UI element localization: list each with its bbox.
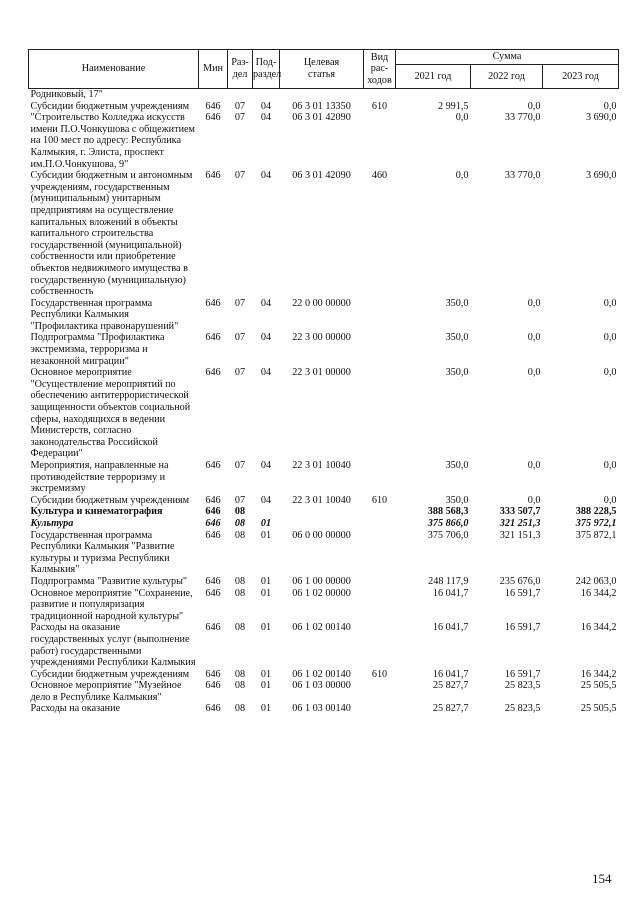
row-podrazdel: 01: [260, 703, 272, 715]
row-razdel: 07: [234, 100, 246, 112]
row-name: Расходы на оказание государственных услуг (выполнение работ) государственными учреждениями Республики Калмыкия: [30, 622, 196, 669]
row-razdel: 07: [234, 297, 246, 309]
row-min: 646: [205, 668, 221, 680]
row-sum-2022: 25 823,5: [504, 703, 541, 715]
row-target: 06 1 03 00140: [292, 703, 351, 715]
header-name: Наименование: [29, 50, 199, 89]
row-sum-2023: 0,0: [603, 494, 617, 506]
row-min: [199, 89, 228, 101]
row-sum-2023: 375 872,1: [575, 529, 617, 541]
row-vid: 460: [371, 170, 388, 182]
row-sum-2023: 3 690,0: [585, 112, 617, 124]
row-target: [280, 518, 364, 530]
header-vid: Вид рас- ходов: [364, 50, 396, 89]
row-podrazdel: 01: [260, 517, 272, 529]
row-sum-2021: 0,0: [455, 112, 469, 124]
row-podrazdel: 01: [260, 575, 272, 587]
row-min: 646: [205, 529, 221, 541]
row-min: 646: [205, 575, 221, 587]
row-sum-2021: 248 117,9: [428, 575, 469, 587]
row-razdel: 07: [234, 332, 246, 344]
row-podrazdel: 01: [260, 529, 272, 541]
row-name: Родниковый, 17": [30, 89, 103, 100]
row-min: 646: [205, 703, 221, 715]
row-sum-2023: 375 972,1: [575, 517, 617, 529]
row-target: 22 3 00 00000: [292, 332, 351, 344]
row-sum-2021: 350,0: [445, 367, 469, 379]
header-min: Мин: [199, 50, 228, 89]
header-2022: 2022 год: [471, 65, 543, 89]
row-min: 646: [205, 587, 221, 599]
row-podrazdel: 01: [260, 668, 272, 680]
row-razdel: 07: [234, 112, 246, 124]
row-sum-2022: 321 251,3: [499, 517, 541, 529]
row-sum-2022: 33 770,0: [504, 112, 541, 124]
row-target: [280, 89, 364, 101]
table-header: [29, 50, 619, 89]
row-vid: 610: [371, 100, 388, 112]
row-sum-2022: 0,0: [527, 332, 541, 344]
row-sum-2021: 16 041,7: [432, 587, 469, 599]
row-target: 06 1 02 00140: [292, 668, 351, 680]
row-sum-2023: [543, 89, 619, 101]
row-name: Государственная программа Республики Калмыкия "Профилактика правонарушений": [30, 297, 179, 332]
row-min: 646: [205, 680, 221, 692]
row-target: 06 3 01 42090: [292, 170, 351, 182]
row-vid: [364, 530, 396, 576]
table-row: [29, 89, 619, 101]
row-target: 06 1 02 00000: [292, 587, 351, 599]
row-sum-2023: 388 228,5: [575, 506, 617, 518]
table-row: [29, 101, 619, 113]
row-target: 06 0 00 00000: [292, 529, 351, 541]
row-razdel: 08: [234, 703, 246, 715]
row-min: 646: [205, 622, 221, 634]
row-sum-2021: 25 827,7: [432, 680, 469, 692]
row-sum-2021: 350,0: [445, 297, 469, 309]
row-min: 646: [205, 494, 221, 506]
header-podrazdel: Под- раздел: [253, 50, 280, 89]
row-sum-2022: 16 591,7: [504, 587, 541, 599]
row-target: 22 3 01 10040: [292, 494, 351, 506]
row-razdel: 08: [234, 668, 246, 680]
row-razdel: 08: [234, 575, 246, 587]
table-row: [29, 576, 619, 588]
row-name: Основное мероприятие "Музейное дело в Республике Калмыкия": [30, 680, 182, 703]
row-target: 06 1 03 00000: [292, 680, 351, 692]
row-razdel: 08: [234, 517, 246, 529]
row-vid: [364, 112, 396, 170]
row-min: 646: [205, 367, 221, 379]
row-sum-2021: 388 568,3: [427, 506, 469, 518]
row-sum-2022: 33 770,0: [504, 170, 541, 182]
row-vid: [364, 89, 396, 101]
table-body: [29, 89, 619, 716]
row-name: Субсидии бюджетным учреждениям: [30, 100, 190, 112]
row-name: Основное мероприятие "Сохранение, развитие и популяризация традиционной народной культуры": [30, 587, 193, 622]
row-sum-2022: 321 151,3: [499, 529, 541, 541]
row-sum-2023: 16 344,2: [580, 587, 617, 599]
header-2021: 2021 год: [396, 65, 471, 89]
table-row: [29, 495, 619, 507]
row-sum-2023: 3 690,0: [585, 170, 617, 182]
row-razdel: 07: [234, 367, 246, 379]
header-summa: Сумма: [396, 50, 619, 65]
row-sum-2022: 16 591,7: [504, 622, 541, 634]
row-podrazdel: 01: [260, 587, 272, 599]
row-podrazdel: 04: [260, 460, 272, 471]
table-row: [29, 367, 619, 460]
row-target: 06 3 01 13350: [292, 100, 351, 112]
table-row: [29, 622, 619, 668]
header-2023: 2023 год: [543, 65, 619, 89]
row-sum-2023: 25 505,5: [580, 703, 617, 715]
row-name: Основное мероприятие "Осуществление мероприятий по обеспечению антитеррористической защищенности объектов социальной сферы, находящихся в ведении Министерств, согласно законодательства Российской Федерации": [30, 367, 191, 460]
table-row: [29, 518, 619, 530]
row-sum-2022: 0,0: [527, 100, 541, 112]
table-row: [29, 332, 619, 367]
row-sum-2022: [471, 89, 543, 101]
budget-table-page: [28, 49, 618, 715]
row-sum-2022: 25 823,5: [504, 680, 541, 692]
row-razdel: 07: [234, 170, 246, 182]
row-sum-2023: 16 344,2: [580, 668, 617, 680]
row-vid: 610: [371, 668, 388, 680]
row-vid: [364, 576, 396, 588]
row-razdel: 07: [234, 460, 246, 471]
row-podrazdel: 01: [260, 680, 272, 692]
row-name: Расходы на оказание: [30, 703, 121, 715]
row-vid: [364, 588, 396, 623]
row-sum-2023: 0,0: [603, 332, 617, 344]
row-vid: [364, 460, 396, 495]
row-vid: [364, 622, 396, 668]
row-min: 646: [205, 506, 221, 518]
row-min: 646: [205, 297, 221, 309]
row-vid: [364, 506, 396, 518]
row-podrazdel: [253, 89, 280, 101]
row-name: Субсидии бюджетным и автономным учреждениям, государственным (муниципальным) унитарным предприятиям на осуществление капитальных вложений в объекты капитального строительства государственной (муниципальной) собственности или приобретение объектов недвижимого имущества в государственную (муниципальную) собственность: [30, 170, 193, 298]
table-row: [29, 112, 619, 170]
row-sum-2022: 0,0: [527, 494, 541, 506]
row-sum-2021: 350,0: [445, 494, 469, 506]
row-razdel: 08: [234, 529, 246, 541]
table-row: [29, 298, 619, 333]
table-row: [29, 588, 619, 623]
row-razdel: 08: [234, 587, 246, 599]
row-razdel: [228, 89, 253, 101]
row-min: 646: [205, 332, 221, 344]
row-name: Подпрограмма "Развитие культуры": [30, 575, 188, 587]
table-row: [29, 669, 619, 681]
row-vid: [364, 703, 396, 715]
row-podrazdel: 01: [260, 622, 272, 634]
row-sum-2021: 350,0: [445, 460, 469, 471]
row-podrazdel: [253, 506, 280, 518]
row-podrazdel: 04: [260, 332, 272, 344]
row-razdel: 08: [234, 622, 246, 634]
table-row: [29, 680, 619, 703]
row-target: 22 3 01 00000: [292, 367, 351, 379]
row-sum-2021: [396, 89, 471, 101]
row-sum-2023: 0,0: [603, 460, 617, 471]
row-sum-2021: 2 991,5: [437, 100, 469, 112]
row-podrazdel: 04: [260, 494, 272, 506]
row-min: 646: [205, 100, 221, 112]
row-sum-2021: 375 866,0: [427, 517, 469, 529]
row-min: 646: [205, 517, 221, 529]
row-name: Культура и кинематография: [30, 506, 163, 518]
row-name: Мероприятия, направленные на противодействие терроризму и экстремизму: [30, 460, 169, 495]
row-target: 06 1 00 00000: [292, 575, 351, 587]
row-razdel: 07: [234, 494, 246, 506]
row-sum-2023: 0,0: [603, 297, 617, 309]
row-sum-2022: 0,0: [527, 460, 541, 471]
row-sum-2021: 25 827,7: [432, 703, 469, 715]
row-razdel: 08: [234, 506, 246, 518]
row-target: [280, 506, 364, 518]
row-name: "Строительство Колледжа искусств имени П.О.Чонкушова с общежитием на 100 мест по адресу: Республика Калмыкия, г. Элиста, проспект им.П.О.Чонкушова, 9": [30, 112, 196, 170]
row-sum-2022: 16 591,7: [504, 668, 541, 680]
row-sum-2021: 0,0: [455, 170, 469, 182]
header-razdel: Раз- дел: [228, 50, 253, 89]
row-razdel: 08: [234, 680, 246, 692]
table-row: [29, 460, 619, 495]
row-sum-2022: 0,0: [527, 367, 541, 379]
row-podrazdel: 04: [260, 170, 272, 182]
row-sum-2021: 16 041,7: [432, 622, 469, 634]
budget-table: [28, 49, 619, 715]
row-name: Субсидии бюджетным учреждениям: [30, 494, 190, 506]
row-podrazdel: 04: [260, 367, 272, 379]
row-min: 646: [205, 460, 221, 471]
row-podrazdel: 04: [260, 297, 272, 309]
table-row: [29, 703, 619, 715]
row-sum-2022: 333 507,7: [499, 506, 541, 518]
row-vid: [364, 298, 396, 333]
row-target: 22 3 01 10040: [292, 460, 351, 471]
row-podrazdel: 04: [260, 112, 272, 124]
row-sum-2021: 350,0: [445, 332, 469, 344]
row-vid: [364, 680, 396, 703]
table-row: [29, 530, 619, 576]
table-row: [29, 170, 619, 298]
row-sum-2023: 16 344,2: [580, 622, 617, 634]
row-vid: [364, 518, 396, 530]
row-name: Государственная программа Республики Калмыкия "Развитие культуры и туризма Республики Калмыкия": [30, 529, 175, 576]
row-sum-2021: 375 706,0: [427, 529, 469, 541]
table-row: [29, 506, 619, 518]
row-name: Культура: [30, 517, 74, 529]
row-vid: 610: [371, 494, 388, 506]
row-sum-2023: 0,0: [603, 100, 617, 112]
row-sum-2022: 235 676,0: [499, 575, 541, 587]
row-sum-2022: 0,0: [527, 297, 541, 309]
row-sum-2023: 242 063,0: [575, 575, 617, 587]
row-name: Подпрограмма "Профилактика экстремизма, терроризма и незаконной миграции": [30, 332, 165, 367]
header-target: Целевая статья: [280, 50, 364, 89]
row-podrazdel: 04: [260, 100, 272, 112]
row-target: 06 3 01 42090: [292, 112, 351, 124]
row-target: 22 0 00 00000: [292, 297, 351, 309]
row-sum-2023: 0,0: [603, 367, 617, 379]
row-name: Субсидии бюджетным учреждениям: [30, 668, 190, 680]
row-min: 646: [205, 170, 221, 182]
row-vid: [364, 332, 396, 367]
row-min: 646: [205, 112, 221, 124]
page-number: 154: [592, 871, 612, 886]
row-sum-2021: 16 041,7: [432, 668, 469, 680]
row-vid: [364, 367, 396, 460]
row-sum-2023: 25 505,5: [580, 680, 617, 692]
row-target: 06 1 02 00140: [292, 622, 351, 634]
